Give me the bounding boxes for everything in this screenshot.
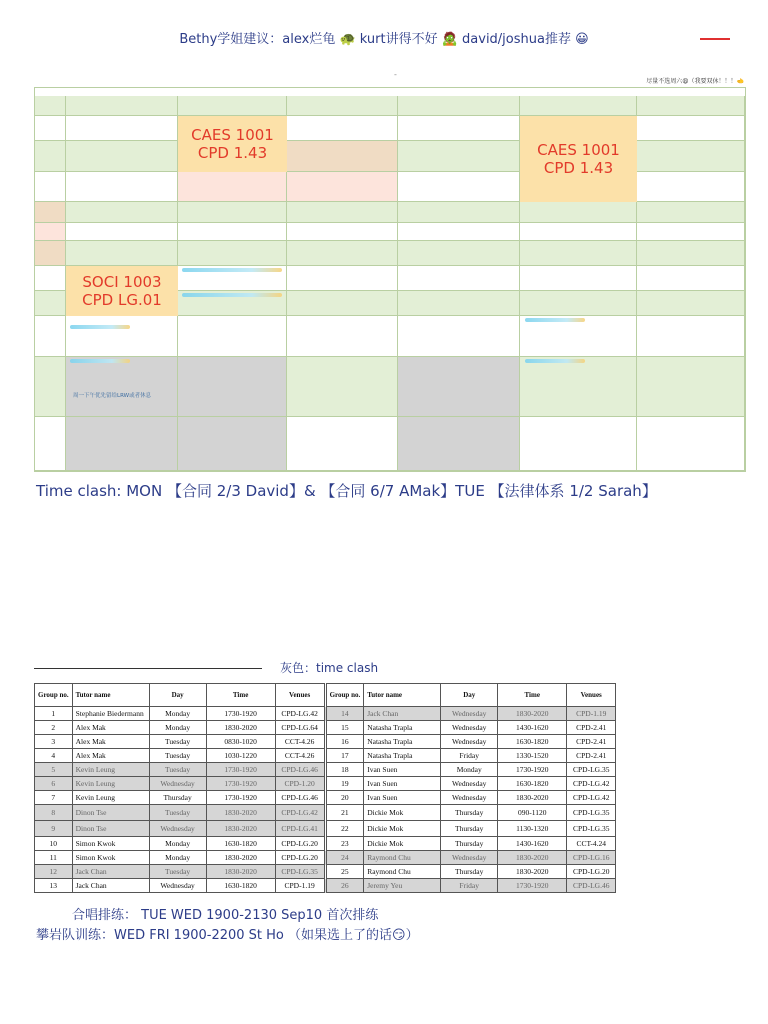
cell-time: 1730-1920 — [206, 707, 275, 721]
timetable-cell — [398, 266, 520, 291]
timetable-cell — [35, 202, 66, 223]
cell-time: 1730-1920 — [206, 777, 275, 791]
timetable-cell — [637, 223, 745, 241]
timetable-cell — [66, 316, 178, 357]
cell-no: 7 — [35, 791, 73, 805]
cell-tutor: Ivan Suen — [364, 791, 441, 805]
timetable-cell — [398, 116, 520, 141]
cell-venue: CPD-LG.35 — [567, 805, 616, 821]
cell-tutor: Jack Chan — [72, 865, 149, 879]
cell-day: Tuesday — [149, 865, 206, 879]
timetable-cell — [520, 266, 637, 291]
header-venues-2: Venues — [567, 684, 616, 707]
cell-tutor: Dinon Tse — [72, 821, 149, 837]
table-row — [35, 821, 616, 837]
cell-time: 1830-2020 — [498, 707, 567, 721]
cell-tutor: Simon Kwok — [72, 851, 149, 865]
timetable-cell — [35, 116, 66, 141]
dot-mark: - — [394, 70, 397, 79]
cell-venue: CCT-4.24 — [567, 837, 616, 851]
cell-time: 090-1120 — [498, 805, 567, 821]
timetable-cell — [520, 316, 637, 357]
timetable-cell — [637, 141, 745, 172]
cell-no: 1 — [35, 707, 73, 721]
cell-tutor: Kevin Leung — [72, 791, 149, 805]
timetable-cell — [178, 241, 287, 266]
cell-tutor: Ivan Suen — [364, 777, 441, 791]
timetable-cell — [178, 96, 287, 116]
timetable-cell — [287, 172, 398, 202]
cell-time: 1430-1620 — [498, 837, 567, 851]
timetable-cell — [66, 116, 178, 141]
cell-venue: CPD-LG.20 — [567, 865, 616, 879]
table-row — [35, 837, 616, 851]
timetable-cell — [637, 116, 745, 141]
timetable-cell — [287, 116, 398, 141]
cell-no: 20 — [325, 791, 364, 805]
advice-note: Bethy学姐建议：alex烂龟 🐢 kurt讲得不好 🧟 david/joshua推荐 😀 — [179, 32, 589, 47]
timetable-cell — [66, 357, 178, 417]
cell-tutor: Simon Kwok — [72, 837, 149, 851]
handwritten-note: 周一下午优先留给LRW或者休息 — [73, 393, 152, 399]
cell-day: Wednesday — [441, 791, 498, 805]
timetable-cell — [398, 96, 520, 116]
header-day-2: Day — [441, 684, 498, 707]
cell-tutor: Jack Chan — [364, 707, 441, 721]
timetable-cell — [520, 417, 637, 471]
saturday-note: 尽量不选周六😩（我要双休！！！🫲 — [646, 78, 744, 85]
choir-note: 合唱排练： TUE WED 1900-2130 Sep10 首次排练 — [72, 908, 379, 923]
header-time: Time — [206, 684, 275, 707]
cell-tutor: Alex Mak — [72, 749, 149, 763]
cell-day: Thursday — [441, 865, 498, 879]
cell-time: 1830-2020 — [206, 865, 275, 879]
timetable-cell — [66, 202, 178, 223]
table-row — [35, 865, 616, 879]
timetable-cell — [637, 316, 745, 357]
timetable-cell — [520, 223, 637, 241]
tutor-table — [34, 683, 616, 893]
highlight-mark — [525, 359, 585, 363]
cell-venue: CPD-LG.35 — [567, 763, 616, 777]
timetable-cell — [637, 241, 745, 266]
cell-day: Tuesday — [149, 749, 206, 763]
timetable-cell — [287, 266, 398, 291]
cell-venue: CPD-LG.42 — [567, 777, 616, 791]
header-tutor: Tutor name — [72, 684, 149, 707]
timetable-cell — [520, 202, 637, 223]
timetable-cell — [287, 202, 398, 223]
cell-tutor: Dinon Tse — [72, 805, 149, 821]
header-tutor-2: Tutor name — [364, 684, 441, 707]
timetable-cell — [178, 357, 287, 417]
cell-time: 1730-1920 — [206, 763, 275, 777]
header-group-2: Group no. — [325, 684, 364, 707]
cell-no: 12 — [35, 865, 73, 879]
climbing-note: 攀岩队训练：WED FRI 1900-2200 St Ho （如果选上了的话😏） — [36, 928, 419, 943]
cell-day: Wednesday — [441, 735, 498, 749]
table-row — [35, 707, 616, 721]
divider-line — [34, 668, 262, 669]
timetable-cell — [637, 266, 745, 291]
cell-time: 1430-1620 — [498, 721, 567, 735]
timetable-grid — [34, 87, 746, 472]
timetable-cell — [637, 172, 745, 202]
cell-venue: CPD-LG.64 — [275, 721, 325, 735]
timetable-cell — [398, 202, 520, 223]
header-time-2: Time — [498, 684, 567, 707]
cell-venue: CPD-LG.20 — [275, 837, 325, 851]
cell-tutor: Natasha Trapla — [364, 749, 441, 763]
cell-venue: CPD-LG.46 — [275, 763, 325, 777]
timetable-cell — [398, 417, 520, 471]
cell-tutor: Stephanie Biedermann — [72, 707, 149, 721]
cell-venue: CPD-2.41 — [567, 721, 616, 735]
timetable-cell — [520, 96, 637, 116]
cell-tutor: Jack Chan — [72, 879, 149, 893]
cell-day: Monday — [149, 837, 206, 851]
timetable-cell — [35, 417, 66, 471]
cell-tutor: Natasha Trapla — [364, 721, 441, 735]
cell-tutor: Raymond Chu — [364, 865, 441, 879]
cell-time: 1630-1820 — [498, 777, 567, 791]
cell-venue: CPD-LG.42 — [275, 707, 325, 721]
timetable-cell — [398, 316, 520, 357]
cell-tutor: Kevin Leung — [72, 763, 149, 777]
cell-day: Monday — [441, 763, 498, 777]
cell-venue: CPD-1.19 — [567, 707, 616, 721]
red-mark — [700, 38, 730, 40]
timetable-cell — [66, 96, 178, 116]
cell-no: 3 — [35, 735, 73, 749]
cell-time: 1630-1820 — [206, 879, 275, 893]
cell-day: Friday — [441, 749, 498, 763]
cell-time: 1630-1820 — [206, 837, 275, 851]
cell-no: 10 — [35, 837, 73, 851]
timetable-cell — [637, 417, 745, 471]
timetable-cell — [287, 417, 398, 471]
time-clash-note: Time clash: MON 【合同 2/3 David】& 【合同 6/7 AMak】TUE 【法律体系 1/2 Sarah】 — [36, 482, 657, 500]
timetable-cell — [66, 223, 178, 241]
cell-tutor: Dickie Mok — [364, 821, 441, 837]
cell-no: 13 — [35, 879, 73, 893]
cell-no: 8 — [35, 805, 73, 821]
cell-tutor: Dickie Mok — [364, 837, 441, 851]
timetable-cell — [35, 291, 66, 316]
timetable-cell — [178, 417, 287, 471]
table-row — [35, 721, 616, 735]
cell-no: 17 — [325, 749, 364, 763]
table-row — [35, 763, 616, 777]
table-row — [35, 851, 616, 865]
cell-venue: CPD-LG.35 — [567, 821, 616, 837]
table-row — [35, 749, 616, 763]
timetable-cell — [66, 417, 178, 471]
cell-time: 0830-1020 — [206, 735, 275, 749]
cell-no: 25 — [325, 865, 364, 879]
cell-venue: CPD-LG.46 — [275, 791, 325, 805]
cell-venue: CPD-LG.41 — [275, 821, 325, 837]
grey-legend: 灰色：time clash — [280, 661, 379, 675]
header-day: Day — [149, 684, 206, 707]
timetable-cell — [35, 223, 66, 241]
cell-time: 1730-1920 — [206, 791, 275, 805]
cell-day: Monday — [149, 851, 206, 865]
course-block[interactable]: CAES 1001 CPD 1.43 — [520, 116, 637, 202]
cell-day: Thursday — [149, 791, 206, 805]
cell-time: 1830-2020 — [498, 851, 567, 865]
cell-no: 18 — [325, 763, 364, 777]
cell-time: 1830-2020 — [206, 821, 275, 837]
cell-no: 2 — [35, 721, 73, 735]
cell-time: 1030-1220 — [206, 749, 275, 763]
tutor-table-header — [35, 684, 616, 707]
header-group: Group no. — [35, 684, 73, 707]
timetable-cell — [287, 141, 398, 172]
timetable-cell — [637, 202, 745, 223]
timetable-cell — [35, 141, 66, 172]
timetable-cell — [287, 223, 398, 241]
cell-tutor: Ivan Suen — [364, 763, 441, 777]
cell-tutor: Alex Mak — [72, 735, 149, 749]
highlight-mark — [182, 268, 282, 272]
timetable-cell — [35, 96, 66, 116]
cell-day: Wednesday — [441, 707, 498, 721]
course-block[interactable]: SOCI 1003 CPD LG.01 — [66, 266, 178, 316]
cell-venue: CPD-LG.20 — [275, 851, 325, 865]
cell-day: Friday — [441, 879, 498, 893]
cell-day: Thursday — [441, 837, 498, 851]
cell-day: Monday — [149, 721, 206, 735]
cell-no: 19 — [325, 777, 364, 791]
cell-day: Wednesday — [441, 721, 498, 735]
cell-no: 11 — [35, 851, 73, 865]
cell-no: 21 — [325, 805, 364, 821]
cell-time: 1830-2020 — [206, 805, 275, 821]
cell-venue: CPD-1.20 — [275, 777, 325, 791]
timetable-cell — [398, 357, 520, 417]
cell-venue: CPD-LG.16 — [567, 851, 616, 865]
cell-tutor: Alex Mak — [72, 721, 149, 735]
cell-time: 1730-1920 — [498, 763, 567, 777]
cell-day: Thursday — [441, 821, 498, 837]
cell-day: Thursday — [441, 805, 498, 821]
cell-no: 24 — [325, 851, 364, 865]
timetable-cell — [178, 223, 287, 241]
table-row — [35, 735, 616, 749]
cell-day: Tuesday — [149, 735, 206, 749]
cell-time: 1330-1520 — [498, 749, 567, 763]
cell-tutor: Dickie Mok — [364, 805, 441, 821]
timetable-cell — [35, 241, 66, 266]
timetable-cell — [520, 357, 637, 417]
cell-no: 15 — [325, 721, 364, 735]
cell-day: Tuesday — [149, 763, 206, 777]
cell-day: Wednesday — [149, 821, 206, 837]
cell-day: Wednesday — [441, 777, 498, 791]
timetable-cell — [66, 241, 178, 266]
cell-no: 16 — [325, 735, 364, 749]
timetable-cell — [287, 241, 398, 266]
cell-time: 1130-1320 — [498, 821, 567, 837]
table-row — [35, 879, 616, 893]
cell-venue: CPD-LG.35 — [275, 865, 325, 879]
timetable-cell — [637, 357, 745, 417]
timetable-cell — [35, 357, 66, 417]
timetable-cell — [398, 141, 520, 172]
cell-time: 1830-2020 — [206, 851, 275, 865]
table-row — [35, 805, 616, 821]
table-row — [35, 777, 616, 791]
timetable-cell — [178, 172, 287, 202]
cell-venue: CPD-2.41 — [567, 735, 616, 749]
timetable-cell — [520, 241, 637, 266]
header-venues: Venues — [275, 684, 325, 707]
cell-day: Wednesday — [149, 777, 206, 791]
cell-day: Monday — [149, 707, 206, 721]
cell-venue: CPD-1.19 — [275, 879, 325, 893]
cell-day: Wednesday — [149, 879, 206, 893]
timetable-cell — [66, 141, 178, 172]
timetable-cell — [178, 316, 287, 357]
cell-venue: CPD-LG.46 — [567, 879, 616, 893]
cell-venue: CPD-LG.42 — [275, 805, 325, 821]
course-block[interactable]: CAES 1001 CPD 1.43 — [178, 116, 287, 172]
timetable-cell — [287, 291, 398, 316]
cell-tutor: Raymond Chu — [364, 851, 441, 865]
cell-time: 1730-1920 — [498, 879, 567, 893]
timetable-cell — [66, 172, 178, 202]
cell-no: 4 — [35, 749, 73, 763]
cell-tutor: Natasha Trapla — [364, 735, 441, 749]
cell-no: 22 — [325, 821, 364, 837]
cell-tutor: Jeremy Yeu — [364, 879, 441, 893]
timetable-cell — [287, 316, 398, 357]
cell-time: 1830-2020 — [498, 791, 567, 805]
timetable-cell — [637, 291, 745, 316]
cell-no: 14 — [325, 707, 364, 721]
timetable-cell — [520, 291, 637, 316]
timetable-cell — [637, 96, 745, 116]
cell-day: Wednesday — [441, 851, 498, 865]
timetable-cell — [35, 172, 66, 202]
timetable-cell — [398, 241, 520, 266]
highlight-mark — [70, 359, 130, 363]
timetable-cell — [35, 266, 66, 291]
cell-no: 6 — [35, 777, 73, 791]
highlight-mark — [182, 293, 282, 297]
cell-tutor: Kevin Leung — [72, 777, 149, 791]
cell-day: Tuesday — [149, 805, 206, 821]
table-row — [35, 791, 616, 805]
cell-venue: CPD-2.41 — [567, 749, 616, 763]
timetable-cell — [35, 316, 66, 357]
cell-venue: CCT-4.26 — [275, 735, 325, 749]
timetable-cell — [178, 202, 287, 223]
cell-no: 23 — [325, 837, 364, 851]
cell-venue: CPD-LG.42 — [567, 791, 616, 805]
cell-no: 26 — [325, 879, 364, 893]
timetable-cell — [287, 357, 398, 417]
highlight-mark — [70, 325, 130, 329]
cell-no: 5 — [35, 763, 73, 777]
cell-time: 1830-2020 — [498, 865, 567, 879]
cell-time: 1630-1820 — [498, 735, 567, 749]
cell-no: 9 — [35, 821, 73, 837]
timetable-cell — [287, 96, 398, 116]
highlight-mark — [525, 318, 585, 322]
cell-venue: CCT-4.26 — [275, 749, 325, 763]
timetable-cell — [398, 291, 520, 316]
timetable-cell — [398, 172, 520, 202]
timetable-cell — [398, 223, 520, 241]
cell-time: 1830-2020 — [206, 721, 275, 735]
